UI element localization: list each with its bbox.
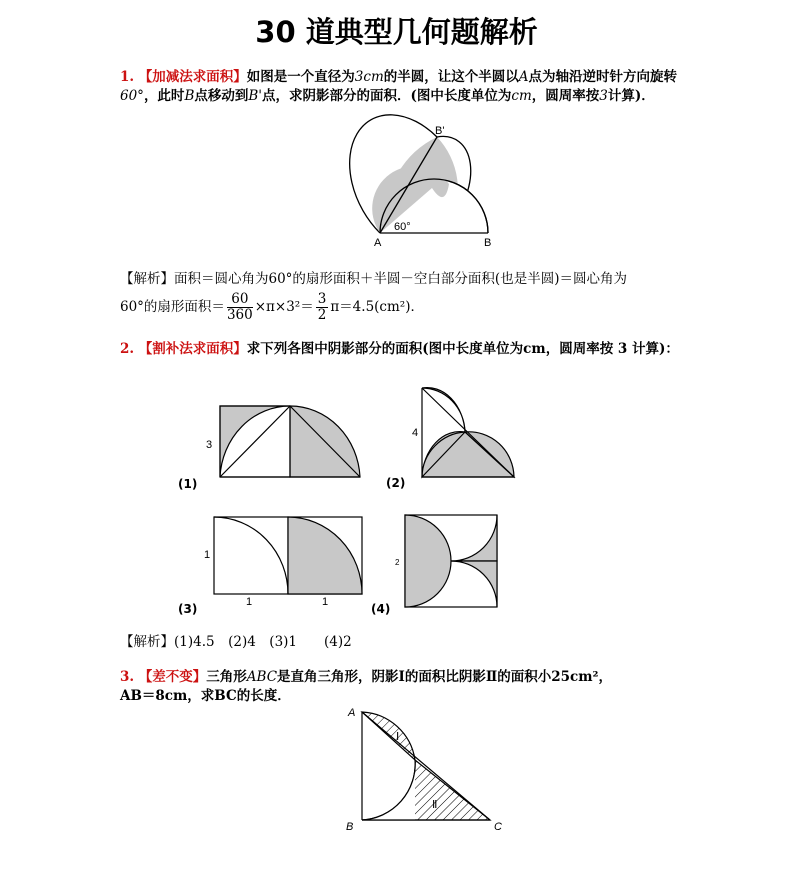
figure-2-2	[386, 384, 530, 494]
shaded-4c	[451, 561, 497, 607]
page-title: 30 道典型几何题解析	[255, 15, 538, 49]
dim-4: 4	[412, 427, 419, 439]
figure-1-rotated-semicircle	[340, 125, 510, 253]
figure-3-triangle	[340, 702, 520, 842]
shaded-3	[288, 517, 362, 594]
question-tag: 【加减法求面积】	[138, 69, 247, 85]
figure-2-1	[178, 402, 370, 497]
label-a: A	[348, 707, 356, 719]
label-b-prime: B'	[435, 125, 445, 137]
figure-2-3	[178, 513, 370, 623]
fig-label-3: (3)	[178, 602, 198, 616]
fig-label-1: (1)	[178, 477, 198, 491]
fraction-3-2: $\frac{3}{2}$	[317, 291, 327, 323]
shaded-region-2	[362, 760, 490, 820]
question-3-text: 3. 【差不变】三角形ABC是直角三角形，阴影Ⅰ的面积比阴影Ⅱ的面积小25cm²， AB＝8cm，求BC的长度．	[120, 669, 612, 704]
dim-left: 1	[204, 549, 211, 561]
label-a: A	[374, 237, 382, 249]
label-region-2: Ⅱ	[432, 799, 438, 811]
question-1-text: 1. 【加减法求面积】如图是一个直径为3cm的半圆，让这个半圆以A点为轴沿逆时针方向旋转60°，此时B点移动到B'点，求阴影部分的面积．(图中长度单位为cm，圆周率按3计算)．	[120, 69, 677, 104]
arc-3a	[214, 517, 288, 594]
shaded-4a	[405, 515, 451, 607]
label-region-1: Ⅰ	[396, 731, 400, 743]
dim-bottom-2: 1	[322, 596, 329, 608]
question-2-text: 2. 【割补法求面积】求下列各图中阴影部分的面积(图中长度单位为cm，圆周率按 3 计算)：	[120, 341, 679, 357]
label-b: B	[346, 821, 354, 833]
question-number: 1.	[120, 69, 135, 85]
angle-label: 60°	[394, 221, 411, 233]
fig-label-4: (4)	[371, 602, 391, 616]
dim-2: 2	[395, 558, 400, 567]
fraction-60-360: $\frac{60}{360}$	[226, 291, 253, 323]
fig-label-2: (2)	[386, 476, 406, 490]
figure-2-4	[371, 513, 510, 618]
solution-2: 【解析】(1)4.5 (2)4 (3)1 (4)2	[120, 634, 352, 650]
dim-bottom-1: 1	[246, 596, 253, 608]
label-b: B	[484, 237, 492, 249]
solution-1-line-1: 【解析】面积＝圆心角为60°的扇形面积＋半圆－空白部分面积(也是半圆)＝圆心角为	[120, 271, 627, 287]
solution-1-line-2: 60°的扇形面积＝ $\frac{60}{360}$ ×π×3²＝ $\frac{3}{2}$ π＝4.5(cm²)．	[120, 291, 424, 323]
shaded-4b	[451, 515, 497, 561]
dim-3: 3	[206, 439, 213, 451]
label-c: C	[494, 821, 502, 833]
